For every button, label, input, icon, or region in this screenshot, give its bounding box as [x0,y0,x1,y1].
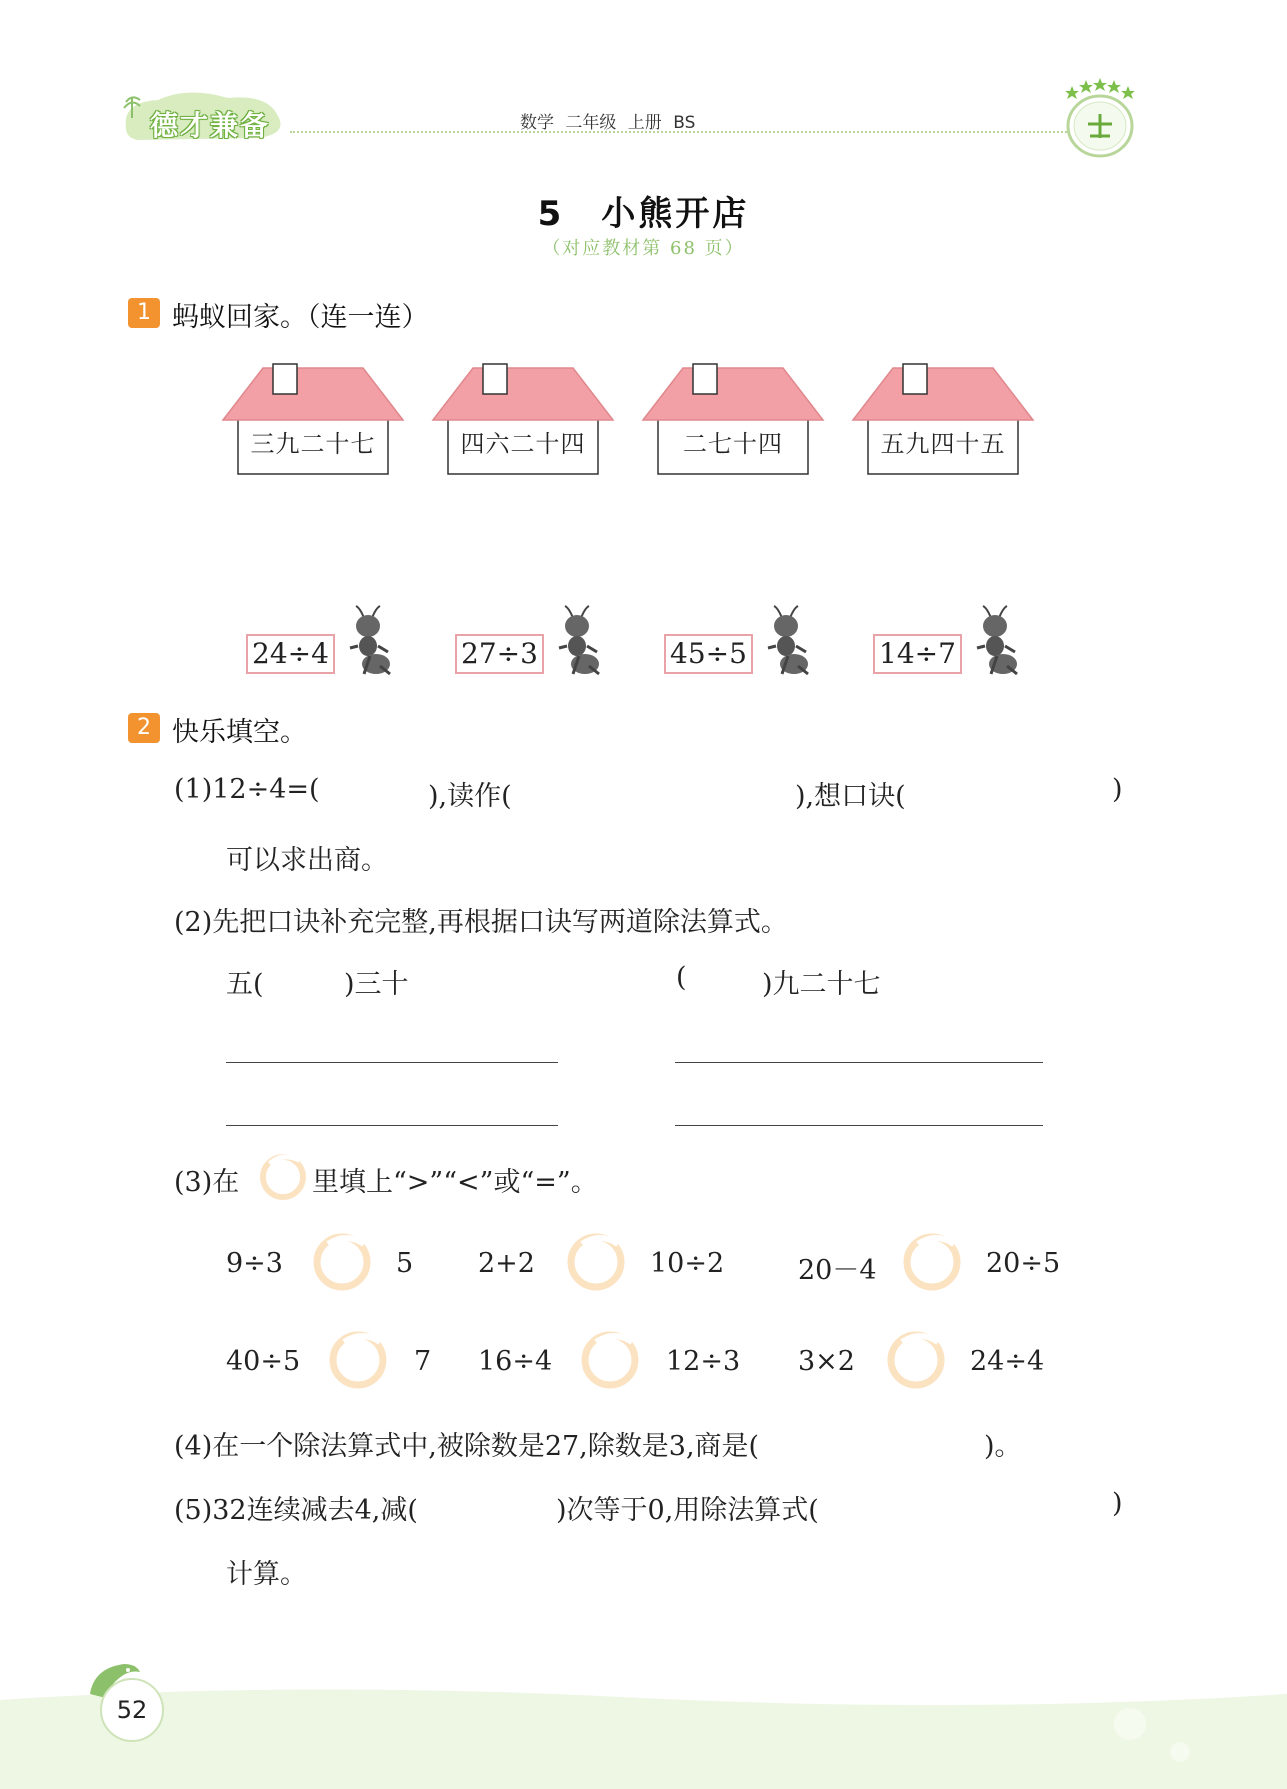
ant-expression: 27÷3 [455,634,544,674]
seal-icon [1060,76,1140,162]
q2-right-b: )九二十七 [762,969,881,1000]
q1-part-a: (1)12÷4=( [174,774,320,805]
ant-expression: 14÷7 [873,634,962,674]
ant-card-1[interactable] [246,604,396,676]
house-icon [218,358,408,478]
q4-part-a: (4)在一个除法算式中,被除数是27,除数是3,商是( [174,1431,760,1462]
q5-part-b: )次等于0,用除法算式( [556,1495,819,1526]
q2-text: (2)先把口诀补充完整,再根据口诀写两道除法算式。 [174,907,788,938]
q5-line2: 计算。 [226,1559,307,1590]
compare-circle[interactable] [580,1330,640,1390]
circle-icon [258,1152,308,1202]
house-label: 二七十四 [683,430,783,458]
compare-left-expr: 3×2 [798,1346,855,1377]
lesson-title: 5 小熊开店 [537,194,750,234]
house-icon [428,358,618,478]
house-icon [638,358,828,478]
header-subject: 数学 二年级 上册 BS [520,113,696,133]
section-2-title: 快乐填空。 [172,717,307,748]
ant-expression: 24÷4 [246,634,335,674]
textbook-reference: （对应教材第 68 页） [542,238,745,259]
ant-card-3[interactable] [664,604,814,676]
section-1-title: 蚂蚁回家。（连一连） [172,302,429,333]
compare-right-expr: 12÷3 [666,1346,741,1377]
q1-part-d: ) [1112,774,1123,805]
compare-right-expr: 10÷2 [650,1248,725,1279]
compare-left-expr: 20－4 [798,1255,877,1286]
q2-left-b: )三十 [344,969,409,1000]
q4-part-b: )。 [984,1431,1022,1462]
compare-circle[interactable] [886,1330,946,1390]
section-2-number: 2 [128,713,160,743]
compare-right-expr: 24÷4 [970,1346,1045,1377]
answer-line[interactable] [675,1125,1043,1126]
compare-left-expr: 2+2 [478,1248,535,1279]
q3-part-b: 里填上“>”“<”或“=”。 [312,1167,598,1198]
house-1[interactable] [218,358,408,478]
answer-line[interactable] [226,1125,558,1126]
q3-part-a: (3)在 [174,1167,240,1198]
compare-left-expr: 40÷5 [226,1346,301,1377]
house-3[interactable] [638,358,828,478]
brand-title: 德才兼备 [150,109,271,142]
q5-part-a: (5)32连续减去4,减( [174,1495,418,1526]
footer-background [0,1680,1287,1789]
house-label: 五九四十五 [880,430,1006,458]
page-number: 52 [100,1678,164,1742]
q5-part-c: ) [1112,1488,1123,1519]
ant-icon [555,604,605,676]
ant-expression: 45÷5 [664,634,753,674]
q1-line2: 可以求出商。 [226,845,388,876]
answer-line[interactable] [226,1062,558,1063]
ant-card-2[interactable] [455,604,605,676]
q2-right-a: ( [676,962,687,993]
ant-icon [973,604,1023,676]
compare-circle[interactable] [902,1232,962,1292]
house-2[interactable] [428,358,618,478]
house-label: 三九二十七 [250,430,376,458]
section-1-number: 1 [128,298,160,328]
q2-left-a: 五( [226,969,264,1000]
ant-icon [764,604,814,676]
q1-part-c: ),想口诀( [795,781,906,812]
compare-circle[interactable] [328,1330,388,1390]
compare-right-expr: 20÷5 [986,1248,1061,1279]
house-icon [848,358,1038,478]
answer-line[interactable] [675,1062,1043,1063]
ant-card-4[interactable] [873,604,1023,676]
compare-right-expr: 7 [414,1346,432,1377]
compare-circle[interactable] [312,1232,372,1292]
house-4[interactable] [848,358,1038,478]
compare-right-expr: 5 [396,1248,414,1279]
compare-circle[interactable] [566,1232,626,1292]
compare-left-expr: 9÷3 [226,1248,283,1279]
house-label: 四六二十四 [460,430,586,458]
compare-left-expr: 16÷4 [478,1346,553,1377]
q1-part-b: ),读作( [428,781,512,812]
ant-icon [346,604,396,676]
